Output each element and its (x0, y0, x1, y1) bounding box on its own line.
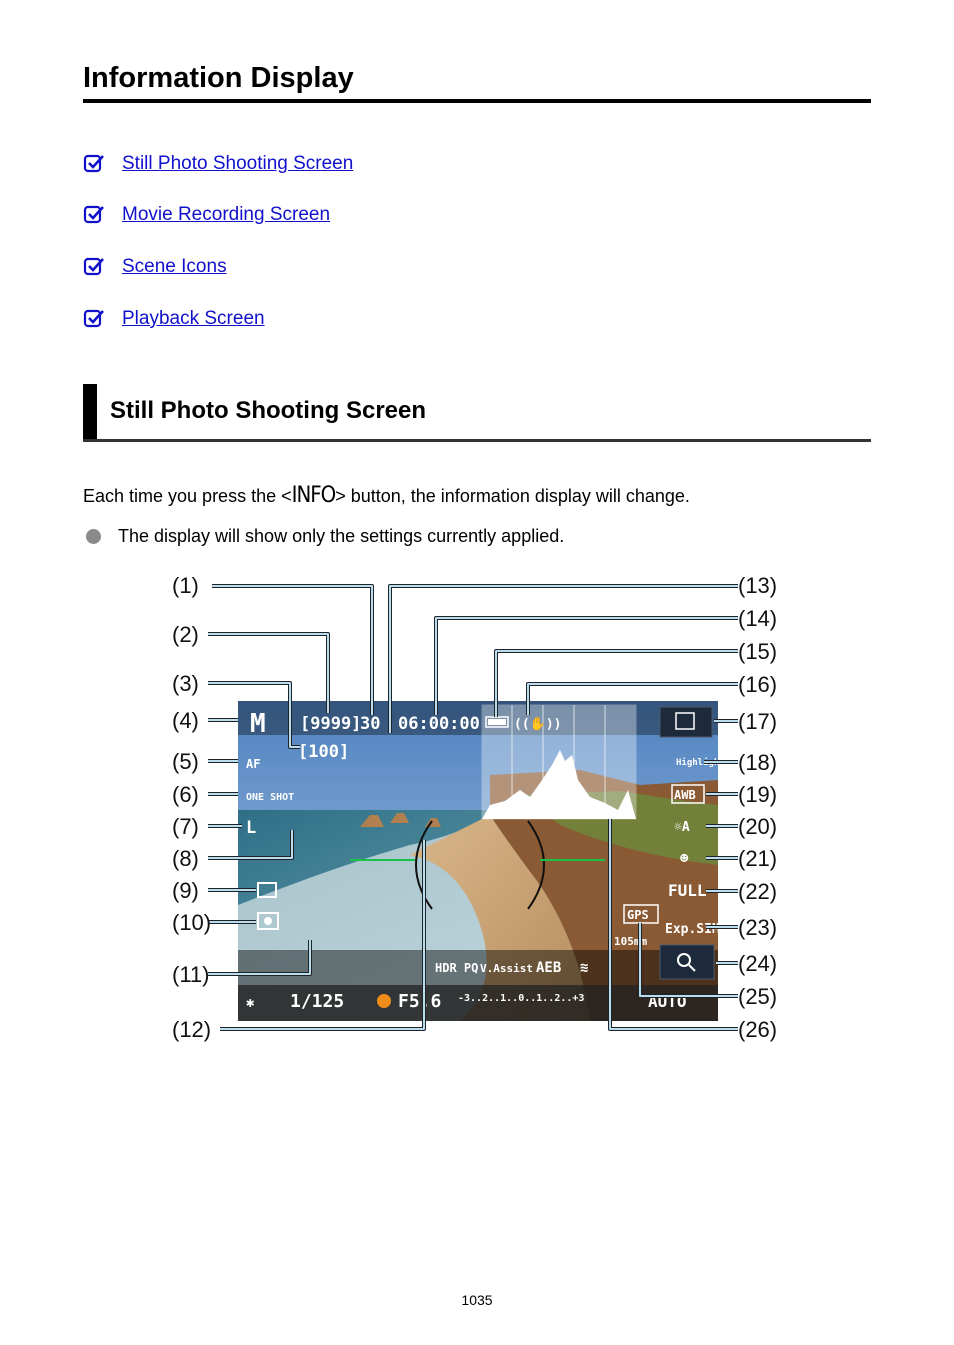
intro-paragraph (83, 483, 690, 508)
toc-item-still-photo[interactable] (83, 151, 353, 177)
drive-mode: ONE SHOT (246, 792, 295, 803)
section-bar (83, 384, 97, 441)
picture-style-icon: ☼A (674, 820, 690, 835)
callout-label: (9) (172, 878, 199, 903)
focal-length: 105mm (614, 935, 648, 948)
view-assist: V.Assist (480, 962, 533, 975)
max-burst: [100] (298, 742, 350, 762)
ae-lock-icon: ✱ (246, 995, 255, 1011)
toc-link[interactable]: Scene Icons (122, 256, 227, 277)
callout-label: (26) (738, 1017, 778, 1042)
shots-remaining: [9999] (300, 714, 362, 734)
callout-label: (17) (738, 709, 778, 734)
callout-label: (3) (172, 671, 199, 696)
callout-label: (23) (738, 915, 778, 940)
callout-label: (16) (738, 672, 778, 697)
callout-label: (11) (172, 962, 210, 987)
callout-label: (1) (172, 573, 199, 598)
toc-item-movie-recording[interactable] (83, 202, 330, 228)
callout-label: (12) (172, 1017, 212, 1042)
af-operation: AF (246, 757, 261, 771)
exposure-level-scale: -3..2..1..0..1..2..+3 (458, 993, 585, 1004)
intro-text-before: Each time you press the < (83, 486, 292, 506)
camera-screen (238, 701, 746, 1021)
checkbox-checked-icon (83, 204, 105, 226)
subject-detection-icon: ☻ (680, 851, 689, 867)
shutter-speed: 1/125 (290, 991, 345, 1012)
shooting-mode: M (250, 709, 266, 739)
callout-label: (10) (172, 910, 212, 935)
gps-indicator: GPS (627, 908, 649, 922)
callout-label: (20) (738, 814, 778, 839)
quick-control-button[interactable] (660, 707, 712, 737)
callout-label: (13) (738, 573, 778, 598)
aperture-value: F5.6 (398, 991, 442, 1012)
battery-level-icon (488, 719, 506, 725)
toc-link[interactable]: Movie Recording Screen (122, 204, 331, 225)
callout-label: (4) (172, 708, 199, 733)
bullet-dot (86, 529, 101, 544)
toc-link[interactable]: Still Photo Shooting Screen (122, 153, 354, 174)
callout-label: (19) (738, 782, 778, 807)
callout-label: (25) (738, 984, 778, 1009)
aperture-dial-icon (377, 994, 391, 1008)
page-number: 1035 (461, 1292, 493, 1308)
full-frame-label: FULL (668, 881, 707, 900)
toc-link[interactable]: Playback Screen (122, 308, 265, 329)
camera-display-figure (160, 565, 800, 1055)
callout-label: (21) (738, 846, 778, 871)
intro-text-after: > button, the information display will change. (335, 486, 690, 506)
callout-label: (15) (738, 639, 778, 664)
info-button-label: INFO (291, 483, 336, 508)
right-callouts (738, 573, 777, 1042)
callout-label: (18) (738, 750, 778, 775)
toc-item-playback[interactable] (83, 306, 265, 332)
callout-label: (6) (172, 782, 199, 807)
section-rule (83, 439, 871, 442)
burst-count: 30 (360, 714, 381, 734)
left-callouts (172, 573, 211, 1042)
battery-time: 06:00:00 (398, 714, 480, 734)
title-rule (83, 99, 871, 103)
callout-label: (14) (738, 606, 778, 631)
image-quality: L (246, 818, 257, 838)
wifi-icon: ≋ (580, 960, 589, 976)
checkbox-checked-icon (83, 153, 105, 175)
white-balance: AWB (674, 788, 696, 802)
checkbox-checked-icon (83, 308, 105, 330)
callout-label: (7) (172, 814, 199, 839)
magnify-button[interactable] (660, 945, 714, 979)
exposure-simulation: Exp.SIM (665, 922, 720, 937)
callout-label: (24) (738, 951, 778, 976)
callout-label: (5) (172, 749, 199, 774)
callout-label: (22) (738, 879, 778, 904)
hdr-shooting-icon: Highlight OFF (676, 758, 747, 768)
toc-item-scene-icons[interactable] (83, 254, 227, 280)
stabilizer-icon: ((✋)) (514, 717, 562, 732)
bullet-text: The display will show only the settings currently applied. (118, 526, 565, 546)
section-heading: Still Photo Shooting Screen (110, 397, 427, 424)
aeb-indicator: AEB (536, 960, 562, 976)
checkbox-checked-icon (83, 256, 105, 278)
iso-speed: AUTO (648, 992, 687, 1011)
callout-label: (8) (172, 846, 199, 871)
page-title: Information Display (83, 62, 354, 94)
callout-label: (2) (172, 622, 199, 647)
hdr-pq: HDR PQ (435, 961, 479, 975)
